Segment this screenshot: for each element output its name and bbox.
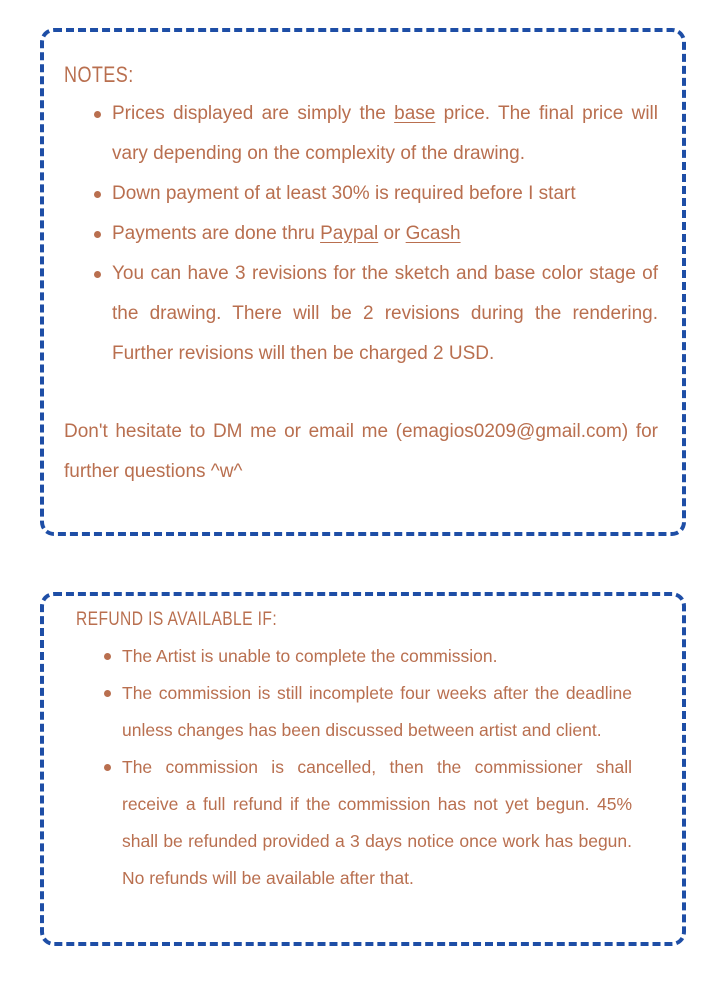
notes-item-down-payment: Down payment of at least 30% is required before I start xyxy=(112,174,658,214)
paypal-link[interactable]: Paypal xyxy=(320,223,379,244)
payment-methods-text: Payments are done thru xyxy=(112,223,321,244)
refund-item-incomplete: The commission is still incomplete four weeks after the deadline unless changes has been discussed between artist and client. xyxy=(122,675,632,749)
notes-list xyxy=(64,94,658,374)
notes-item-revisions: You can have 3 revisions for the sketch and base color stage of the drawing. There will be 2 revisions during the rendering. Further revisions will then be charged 2 USD. xyxy=(112,254,658,374)
base-emphasis: base xyxy=(394,103,436,124)
notes-item-base-price-text-start: Prices displayed are simply the xyxy=(112,103,395,124)
refund-heading: REFUND IS AVAILABLE IF: xyxy=(76,609,278,630)
notes-heading: NOTES: xyxy=(64,62,134,87)
refund-item-cancelled: The commission is cancelled, then the commissioner shall receive a full refund if the commission has not yet begun. 45% shall be refunded provided a 3 days notice once work has begun. No refunds will be available after that. xyxy=(122,749,632,897)
contact-note: Don't hesitate to DM me or email me (emagios0209@gmail.com) for further questions ^w^ xyxy=(64,421,658,482)
gcash-link[interactable]: Gcash xyxy=(405,223,461,244)
notes-item-payment-methods xyxy=(112,214,658,254)
refund-card xyxy=(40,592,686,946)
notes-card xyxy=(40,28,686,536)
payment-methods-or: or xyxy=(378,223,406,244)
notes-item-base-price-text-end: price. The final price will vary depending on the complexity of the drawing. xyxy=(112,103,658,164)
notes-item-base-price xyxy=(112,94,658,174)
refund-list xyxy=(76,638,632,897)
refund-item-unable: The Artist is unable to complete the commission. xyxy=(122,638,632,675)
